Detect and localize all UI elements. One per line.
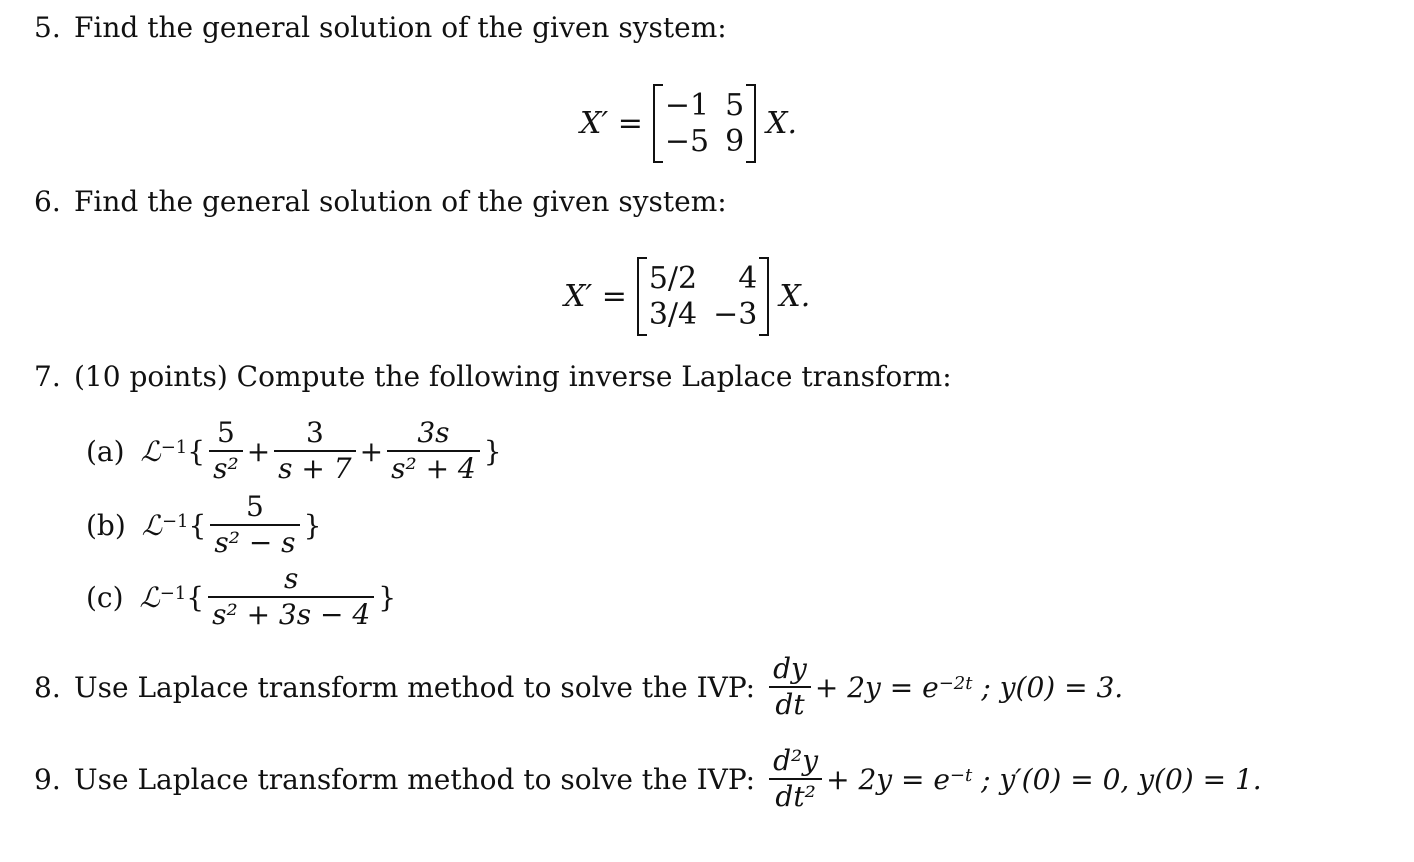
open-brace: { [187, 434, 206, 468]
equation-rest: + 2y = e [826, 762, 950, 796]
inverse-exponent: −1 [159, 582, 187, 604]
inverse-exponent: −1 [160, 436, 188, 458]
problem-text: (10 points) Compute the following inverse Laplace transform: [74, 360, 952, 393]
laplace-operator: ℒ [140, 434, 161, 468]
open-brace: { [188, 508, 207, 542]
denominator: s + 7 [278, 452, 352, 485]
sub-label: (b) [86, 508, 126, 542]
matrix-cell: −1 [664, 88, 710, 123]
matrix-cell: −3 [713, 297, 758, 332]
problem-text: Use Laplace transform method to solve the IVP: [74, 670, 756, 704]
matrix-cell: 4 [738, 261, 758, 296]
denominator: dt [775, 688, 805, 721]
laplace-operator: ℒ [139, 580, 160, 614]
denominator: s² [213, 452, 239, 485]
fraction [387, 416, 480, 486]
plus: + [246, 434, 271, 468]
fraction [209, 416, 243, 486]
close-brace: } [303, 508, 322, 542]
denominator: s² + 4 [391, 452, 476, 485]
initial-condition: ; y′(0) = 0, y(0) = 1. [972, 762, 1262, 796]
exponent: −t [949, 764, 973, 786]
subproblem-a [86, 416, 502, 486]
numerator: 3 [305, 416, 324, 449]
equation-lhs: X′ = [564, 279, 627, 314]
matrix-cell: −5 [664, 124, 710, 159]
problem-6 [34, 185, 727, 219]
problem-number: 9. [34, 762, 61, 796]
subproblem-b [86, 490, 321, 560]
fraction [274, 416, 355, 486]
laplace-operator: ℒ [141, 508, 162, 542]
exponent: −2t [938, 672, 973, 694]
denominator: s² − s [214, 526, 296, 559]
initial-condition: ; y(0) = 3. [972, 670, 1124, 704]
numerator: 3s [417, 416, 450, 449]
matrix-cell: 9 [725, 124, 745, 159]
open-brace: { [186, 580, 205, 614]
matrix-cell: 5 [725, 88, 745, 123]
problem-text: Find the general solution of the given system: [74, 185, 727, 218]
matrix-cell: 5/2 [648, 261, 698, 296]
problem-number: 6. [34, 185, 61, 218]
equation-rhs: X. [779, 279, 811, 314]
close-brace: } [378, 580, 397, 614]
equation-5 [580, 88, 797, 159]
equation-lhs: X′ = [580, 106, 643, 141]
numerator: s [283, 562, 299, 595]
matrix [653, 88, 756, 159]
fraction [208, 562, 374, 632]
problem-7 [34, 360, 952, 394]
matrix [637, 261, 770, 332]
problem-5 [34, 11, 727, 45]
problem-9 [34, 744, 1262, 814]
problem-number: 8. [34, 670, 61, 704]
equation-6 [564, 261, 810, 332]
numerator: 5 [246, 490, 264, 523]
numerator: 5 [216, 416, 235, 449]
matrix-cell: 3/4 [648, 297, 698, 332]
derivative-fraction [769, 652, 811, 722]
problem-text: Find the general solution of the given system: [74, 11, 727, 44]
denominator: dt² [775, 780, 816, 813]
numerator: d²y [773, 744, 819, 777]
plus: + [359, 434, 384, 468]
problem-8 [34, 652, 1123, 722]
sub-label: (a) [86, 434, 125, 468]
problem-text: Use Laplace transform method to solve the IVP: [74, 762, 756, 796]
equation-rhs: X. [766, 106, 798, 141]
equation-rest: + 2y = e [814, 670, 939, 704]
denominator: s² + 3s − 4 [212, 598, 371, 631]
problem-number: 5. [34, 11, 61, 44]
close-brace: } [483, 434, 502, 468]
inverse-exponent: −1 [161, 510, 189, 532]
numerator: dy [773, 652, 807, 685]
problem-number: 7. [34, 360, 61, 393]
derivative-fraction [769, 744, 822, 814]
sub-label: (c) [86, 580, 124, 614]
subproblem-c [86, 562, 396, 632]
fraction [210, 490, 299, 560]
